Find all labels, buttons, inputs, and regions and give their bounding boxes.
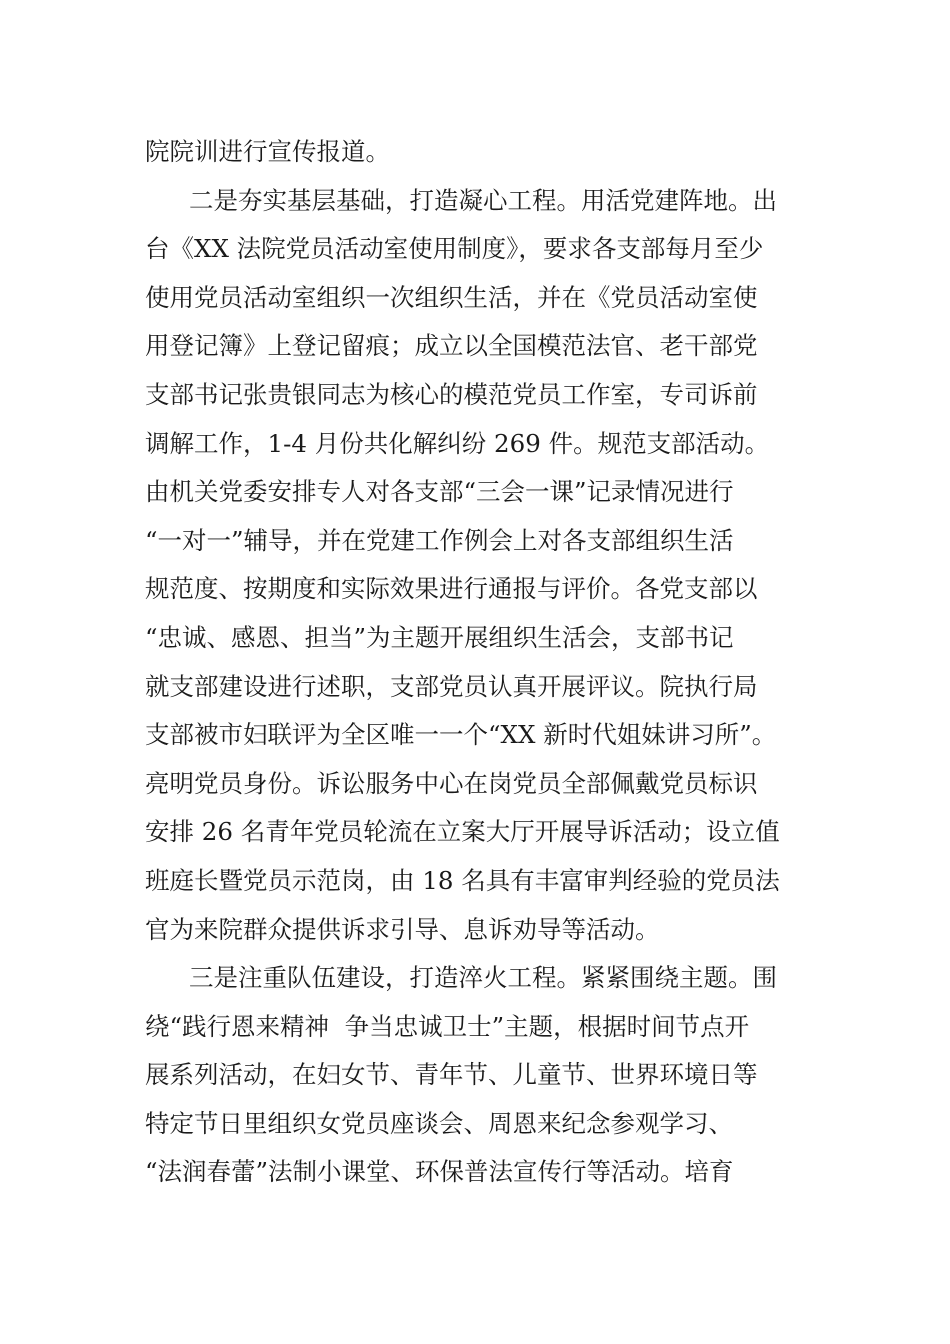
- text-line: 展系列活动，在妇女节、青年节、儿童节、世界环境日等: [145, 1060, 758, 1090]
- text-line: 绕“践行恩来精神 争当忠诚卫士”主题，根据时间节点开: [145, 1011, 750, 1041]
- paragraph-start-line: 三是注重队伍建设，打造淬火工程。紧紧围绕主题。围: [189, 963, 777, 993]
- text-line: “一对一”辅导，并在党建工作例会上对各支部组织生活: [145, 525, 734, 555]
- text-line: 台《XX 法院党员活动室使用制度》，要求各支部每月至少: [145, 234, 764, 264]
- text-line: 就支部建设进行述职，支部党员认真开展评议。院执行局: [145, 671, 758, 701]
- paragraph-start-line: 二是夯实基层基础，打造凝心工程。用活党建阵地。出: [189, 185, 777, 215]
- text-line: 安排 26 名青年党员轮流在立案大厅开展导诉活动；设立值: [145, 817, 780, 847]
- text-line: 官为来院群众提供诉求引导、息诉劝导等活动。: [145, 914, 660, 944]
- text-line: 班庭长暨党员示范岗，由 18 名具有丰富审判经验的党员法: [145, 865, 780, 895]
- text-line: 用登记簿》上登记留痕；成立以全国模范法官、老干部党: [145, 331, 758, 361]
- body-text: [145, 128, 825, 1197]
- text-line: 特定节日里组织女党员座谈会、周恩来纪念参观学习、: [145, 1108, 733, 1138]
- text-line: “忠诚、感恩、担当”为主题开展组织生活会，支部书记: [145, 622, 734, 652]
- text-line: 院院训进行宣传报道。: [145, 137, 390, 166]
- text-line: “法润春蕾”法制小课堂、环保普法宣传行等活动。培育: [145, 1157, 734, 1187]
- text-line: 亮明党员身份。诉讼服务中心在岗党员全部佩戴党员标识: [145, 768, 758, 798]
- text-line: 支部被市妇联评为全区唯一一个“XX 新时代姐妹讲习所”。: [145, 720, 777, 750]
- text-line: 调解工作，1-4 月份共化解纠纷 269 件。规范支部活动。: [145, 428, 770, 458]
- text-line: 规范度、按期度和实际效果进行通报与评价。各党支部以: [145, 574, 758, 604]
- text-line: 使用党员活动室组织一次组织生活，并在《党员活动室使: [145, 282, 758, 312]
- text-line: 支部书记张贵银同志为核心的模范党员工作室，专司诉前: [145, 379, 758, 409]
- text-line: 由机关党委安排专人对各支部“三会一课”记录情况进行: [145, 477, 734, 507]
